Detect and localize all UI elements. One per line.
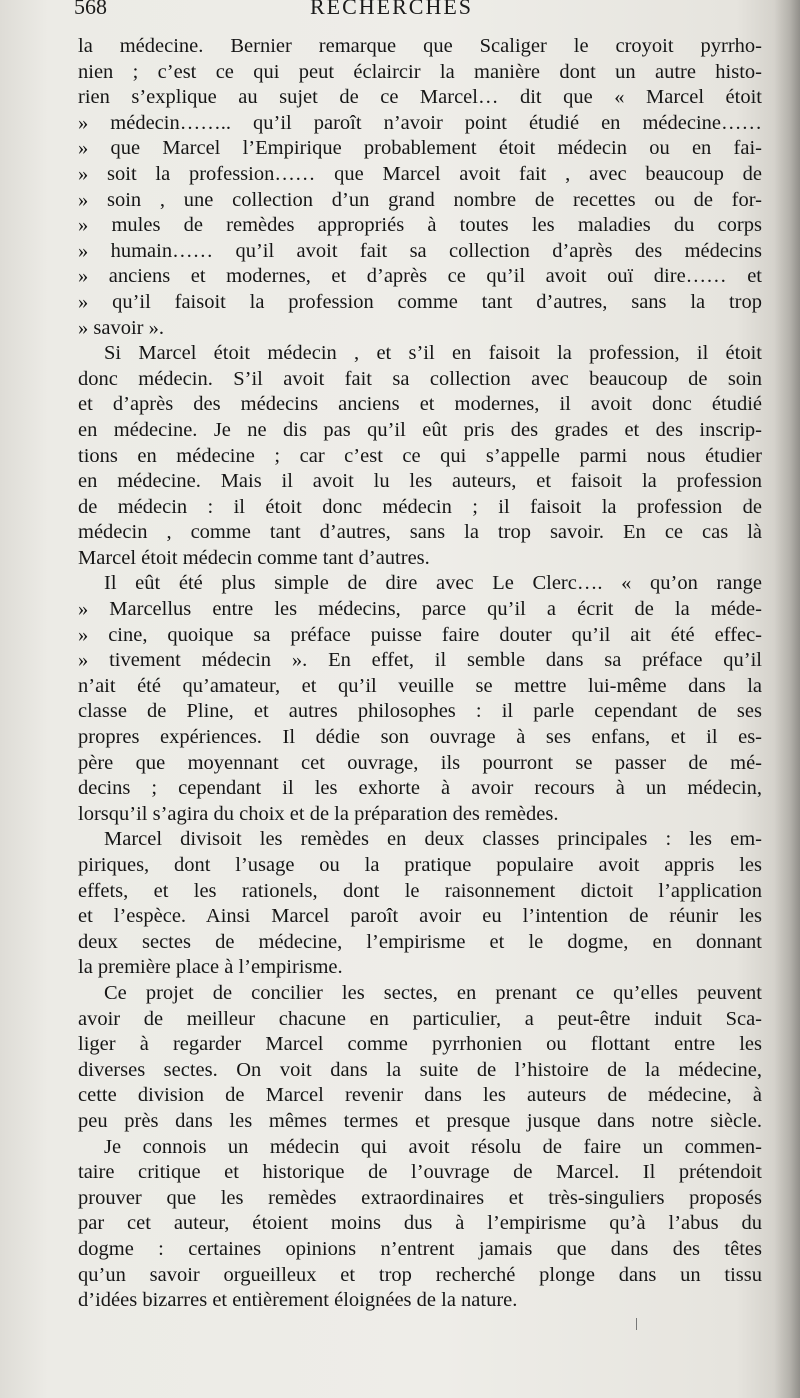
page-edge-shadow bbox=[774, 0, 800, 1398]
text-line: père que moyennant cet ouvrage, ils pourront se passer de mé- bbox=[78, 751, 762, 774]
text-line: n’ait été qu’amateur, et qu’il veuille se mettre lui-même dans la bbox=[78, 674, 762, 697]
page-header bbox=[74, 0, 764, 22]
text-line: et d’après des médecins anciens et modernes, il avoit donc étudié bbox=[78, 393, 762, 416]
text-line: la première place à l’empirisme. bbox=[78, 956, 343, 979]
text-line: Je connois un médecin qui avoit résolu de faire un commen- bbox=[104, 1135, 762, 1158]
text-line: dogme : certaines opinions n’entrent jamais que dans des têtes bbox=[78, 1237, 762, 1260]
margin-mark bbox=[636, 1318, 637, 1330]
text-line: » soit la profession…… que Marcel avoit fait , avec beaucoup de bbox=[78, 162, 762, 185]
text-line: Marcel divisoit les remèdes en deux classes principales : les em- bbox=[104, 828, 762, 851]
text-line: Ce projet de concilier les sectes, en prenant ce qu’elles peuvent bbox=[104, 981, 762, 1004]
text-line: classe de Pline, et autres philosophes : il parle cependant de ses bbox=[78, 700, 762, 723]
text-line: deux sectes de médecine, l’empirisme et le dogme, en donnant bbox=[78, 930, 762, 953]
text-line: » savoir ». bbox=[78, 316, 164, 339]
text-line: nien ; c’est ce qui peut éclaircir la manière dont un autre histo- bbox=[78, 60, 762, 83]
text-line: Marcel étoit médecin comme tant d’autres. bbox=[78, 546, 430, 569]
text-line: donc médecin. S’il avoit fait sa collection avec beaucoup de soin bbox=[78, 367, 762, 390]
text-line: peu près dans les mêmes termes et presque jusque dans notre siècle. bbox=[78, 1109, 762, 1132]
text-line: Si Marcel étoit médecin , et s’il en faisoit la profession, il étoit bbox=[104, 342, 762, 365]
text-line: qu’un savoir orgueilleux et trop recherché plonge dans un tissu bbox=[78, 1263, 762, 1286]
text-line: decins ; cependant il les exhorte à avoir recours à un médecin, bbox=[78, 777, 762, 800]
text-line: tions en médecine ; car c’est ce qui s’appelle parmi nous étudier bbox=[78, 444, 762, 467]
text-line: en médecine. Mais il avoit lu les auteurs, et faisoit la profession bbox=[78, 470, 762, 493]
text-line: la médecine. Bernier remarque que Scaliger le croyoit pyrrho- bbox=[78, 35, 762, 57]
text-line: taire critique et historique de l’ouvrage de Marcel. Il prétendoit bbox=[78, 1161, 762, 1184]
text-line: d’idées bizarres et entièrement éloignées de la nature. bbox=[78, 1289, 518, 1312]
text-line: effets, et les rationels, dont le raisonnement dictoit l’application bbox=[78, 879, 762, 902]
text-line: » humain…… qu’il avoit fait sa collection d’après des médecins bbox=[78, 239, 762, 262]
text-line: » médecin…….. qu’il paroît n’avoir point étudié en médecine…… bbox=[78, 111, 762, 134]
text-line: » cine, quoique sa préface puisse faire douter qu’il ait été effec- bbox=[78, 623, 762, 646]
text-line: diverses sectes. On voit dans la suite de l’histoire de la médecine, bbox=[78, 1058, 762, 1081]
text-line: propres expériences. Il dédie son ouvrage à ses enfans, et il es- bbox=[78, 726, 762, 749]
text-line: Il eût été plus simple de dire avec Le Clerc…. « qu’on range bbox=[104, 572, 762, 595]
running-head: RECHERCHES bbox=[310, 0, 474, 19]
text-line: de médecin : il étoit donc médecin ; il faisoit la profession de bbox=[78, 495, 762, 518]
text-line: en médecine. Je ne dis pas qu’il eût pris des grades et des inscrip- bbox=[78, 418, 762, 441]
text-line: liger à regarder Marcel comme pyrrhonien ou flottant entre les bbox=[78, 1033, 762, 1056]
text-line: cette division de Marcel revenir dans les auteurs de médecine, à bbox=[78, 1084, 762, 1107]
text-line: » tivement médecin ». En effet, il semble dans sa préface qu’il bbox=[78, 649, 762, 672]
text-line: prouver que les remèdes extraordinaires et très-singuliers proposés bbox=[78, 1186, 762, 1209]
text-line: lorsqu’il s’agira du choix et de la préparation des remèdes. bbox=[78, 802, 559, 825]
text-line: » qu’il faisoit la profession comme tant d’autres, sans la trop bbox=[78, 290, 762, 313]
text-line: avoir de meilleur chacune en particulier, a peut-être induit Sca- bbox=[78, 1007, 762, 1030]
text-line: » anciens et modernes, et d’après ce qu’il avoit ouï dire…… et bbox=[78, 265, 762, 288]
text-line: par cet auteur, étoient moins dus à l’empirisme qu’à l’abus du bbox=[78, 1212, 762, 1235]
text-line: » soin , une collection d’un grand nombre de recettes ou de for- bbox=[78, 188, 762, 211]
text-line: rien s’explique au sujet de ce Marcel… dit que « Marcel étoit bbox=[78, 86, 762, 109]
text-line: » mules de remèdes appropriés à toutes les maladies du corps bbox=[78, 214, 762, 237]
text-line: médecin , comme tant d’autres, sans la trop savoir. En ce cas là bbox=[78, 521, 762, 544]
text-line: » Marcellus entre les médecins, parce qu’il a écrit de la méde- bbox=[78, 598, 762, 621]
body-text bbox=[78, 34, 762, 1314]
text-line: et l’espèce. Ainsi Marcel paroît avoir eu l’intention de réunir les bbox=[78, 905, 762, 928]
text-line: » que Marcel l’Empirique probablement étoit médecin ou en fai- bbox=[78, 137, 762, 160]
text-line: piriques, dont l’usage ou la pratique populaire avoit appris les bbox=[78, 854, 762, 876]
page-number: 568 bbox=[74, 0, 107, 19]
